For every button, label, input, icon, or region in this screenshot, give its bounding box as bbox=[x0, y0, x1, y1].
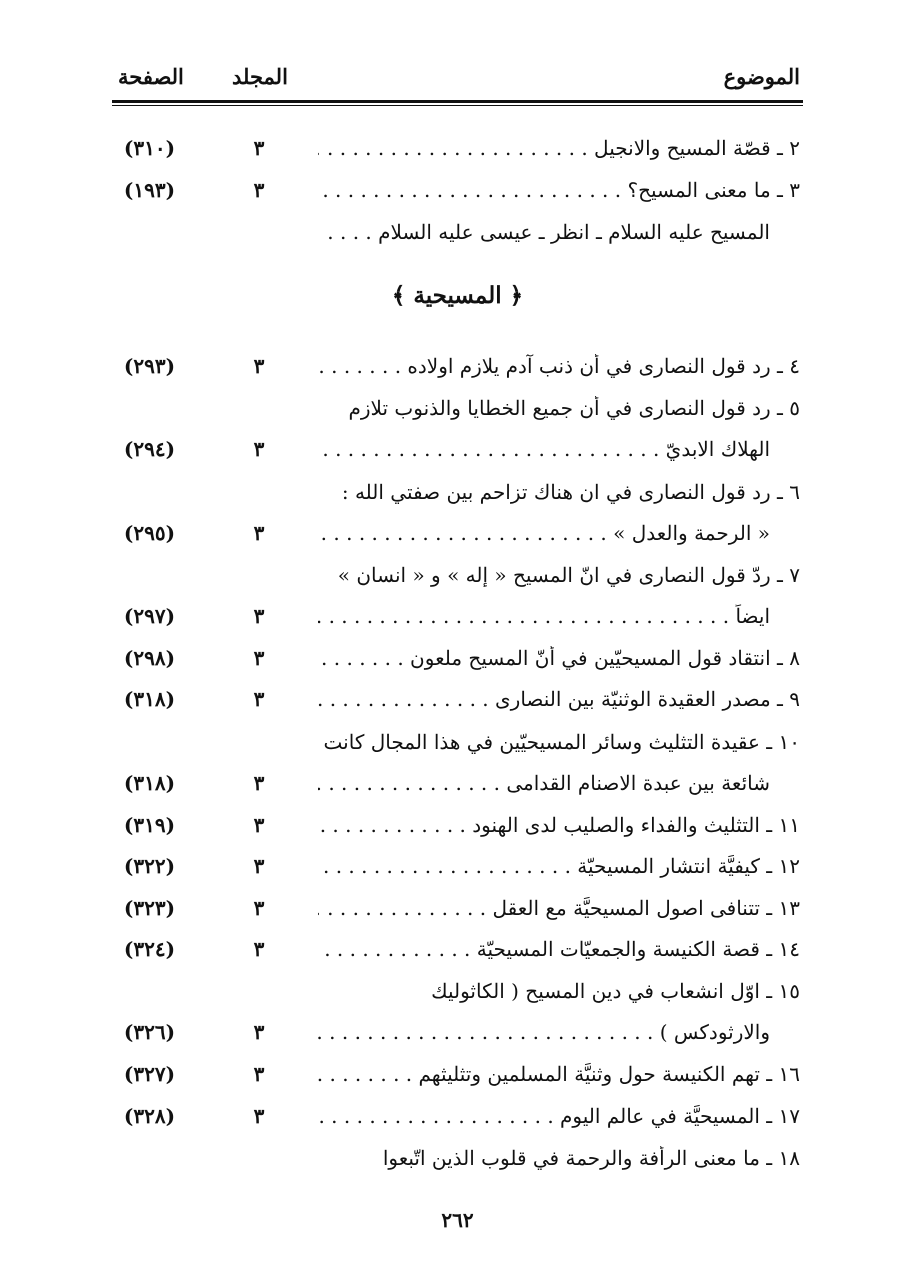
index-entry bbox=[0, 1140, 915, 1180]
entry-volume: ٣ bbox=[253, 1104, 265, 1128]
entry-page: (٣٢٤) bbox=[123, 937, 176, 961]
entry-volume: ٣ bbox=[253, 937, 265, 961]
entry-text: « الرحمة والعدل » . . . bbox=[318, 521, 770, 545]
index-entry bbox=[0, 598, 915, 638]
entry-text: ١٢ ـ كيفيَّة انتشار المسيحيّة . . . bbox=[318, 854, 800, 878]
index-entry bbox=[0, 681, 915, 721]
entry-volume: ٣ bbox=[253, 136, 265, 160]
entry-text: ١٧ ـ المسيحيَّة في عالم اليوم . . . bbox=[318, 1104, 800, 1128]
header-rule-thin bbox=[112, 105, 803, 106]
index-entry bbox=[0, 390, 915, 430]
index-entry bbox=[0, 890, 915, 930]
entry-page: (٣٢٧) bbox=[123, 1062, 176, 1086]
entry-page: (٢٩٣) bbox=[123, 354, 176, 378]
entry-page: (٣٢٢) bbox=[123, 854, 176, 878]
entry-volume: ٣ bbox=[253, 437, 265, 461]
index-entry bbox=[0, 1056, 915, 1096]
index-entry bbox=[0, 1014, 915, 1054]
entry-volume: ٣ bbox=[253, 854, 265, 878]
entry-volume: ٣ bbox=[253, 813, 265, 837]
entry-text: شائعة بين عبدة الاصنام القدامى . . . bbox=[318, 771, 770, 795]
entry-volume: ٣ bbox=[253, 896, 265, 920]
entry-text: ٥ ـ رد قول النصارى في أن جميع الخطايا والذنوب تلازم bbox=[348, 396, 800, 420]
index-entry bbox=[0, 724, 915, 764]
entry-volume: ٣ bbox=[253, 1020, 265, 1044]
index-entry bbox=[0, 348, 915, 388]
entry-text: ٩ ـ مصدر العقيدة الوثنيّة بين النصارى . . . bbox=[318, 687, 800, 711]
entry-text: ٧ ـ ردّ قول النصارى في انّ المسيح « إله » و « انسان » bbox=[337, 563, 800, 587]
entry-text: ٤ ـ رد قول النصارى في أن ذنب آدم يلازم اولاده . . . bbox=[318, 354, 800, 378]
header-topic: الموضوع bbox=[723, 64, 800, 89]
index-entry bbox=[0, 848, 915, 888]
entry-volume: ٣ bbox=[253, 771, 265, 795]
index-entry bbox=[0, 515, 915, 555]
entry-volume: ٣ bbox=[253, 354, 265, 378]
entry-volume: ٣ bbox=[253, 178, 265, 202]
header-volume: المجلد bbox=[232, 64, 288, 89]
entry-volume: ٣ bbox=[253, 646, 265, 670]
entry-text: ١١ ـ التثليث والفداء والصليب لدى الهنود . . . bbox=[318, 813, 800, 837]
header-page: الصفحة bbox=[118, 64, 184, 89]
index-entry bbox=[0, 973, 915, 1013]
entry-text: ٨ ـ انتقاد قول المسيحيّين في أنّ المسيح ملعون . . . bbox=[318, 646, 800, 670]
section-title: ﴿ المسيحية ﴾ bbox=[391, 282, 524, 309]
entry-volume: ٣ bbox=[253, 604, 265, 628]
header-rule bbox=[112, 100, 803, 103]
entry-text: ٢ ـ قصّة المسيح والانجيل . . . bbox=[318, 136, 800, 160]
entry-page: (٣٢٨) bbox=[123, 1104, 176, 1128]
entry-page: (٣١٨) bbox=[123, 771, 176, 795]
entry-page: (١٩٣) bbox=[123, 178, 176, 202]
entry-text: ايضاً . . . bbox=[318, 604, 770, 628]
index-entry bbox=[0, 130, 915, 170]
entry-page: (٣١٨) bbox=[123, 687, 176, 711]
entry-page: (٣١٠) bbox=[123, 136, 176, 160]
index-entry bbox=[0, 172, 915, 212]
index-entry bbox=[0, 765, 915, 805]
page-number: ٢٦٢ bbox=[441, 1208, 474, 1232]
entry-page: (٣١٩) bbox=[123, 813, 176, 837]
entry-page: (٢٩٨) bbox=[123, 646, 176, 670]
entry-text: الهلاك الابديّ . . . bbox=[318, 437, 770, 461]
entry-text: ٦ ـ رد قول النصارى في ان هناك تزاحم بين صفتي الله : bbox=[341, 480, 800, 504]
index-entry bbox=[0, 214, 915, 254]
entry-page: (٣٢٣) bbox=[123, 896, 176, 920]
entry-page: (٢٩٤) bbox=[123, 437, 176, 461]
entry-volume: ٣ bbox=[253, 687, 265, 711]
index-entry bbox=[0, 640, 915, 680]
entry-text: ١٠ ـ عقيدة التثليث وسائر المسيحيّين في هذا المجال كانت bbox=[323, 730, 800, 754]
entry-text: ١٥ ـ اوّل انشعاب في دين المسيح ( الكاثوليك bbox=[431, 979, 800, 1003]
entry-text: ١٣ ـ تتنافى اصول المسيحيَّة مع العقل . . . bbox=[318, 896, 800, 920]
entry-page: (٢٩٥) bbox=[123, 521, 176, 545]
entry-volume: ٣ bbox=[253, 521, 265, 545]
index-entry bbox=[0, 931, 915, 971]
entry-text: ٣ ـ ما معنى المسيح؟ . . . bbox=[318, 178, 800, 202]
entry-text: ١٨ ـ ما معنى الرأفة والرحمة في قلوب الذين اتّبعوا bbox=[382, 1146, 800, 1170]
index-entry bbox=[0, 1098, 915, 1138]
entry-text: ١٤ ـ قصة الكنيسة والجمعيّات المسيحيّة . . . bbox=[318, 937, 800, 961]
index-entry bbox=[0, 431, 915, 471]
index-entry bbox=[0, 807, 915, 847]
entry-text: ١٦ ـ تهم الكنيسة حول وثنيَّة المسلمين وتثليثهم . . . bbox=[318, 1062, 800, 1086]
entry-page: (٣٢٦) bbox=[123, 1020, 176, 1044]
entry-text: المسيح عليه السلام ـ انظر ـ عيسى عليه السلام . . . . bbox=[327, 220, 770, 244]
entry-text: والارثودكس ) . . . bbox=[318, 1020, 770, 1044]
index-entry bbox=[0, 557, 915, 597]
entry-volume: ٣ bbox=[253, 1062, 265, 1086]
entry-page: (٢٩٧) bbox=[123, 604, 176, 628]
index-entry bbox=[0, 474, 915, 514]
